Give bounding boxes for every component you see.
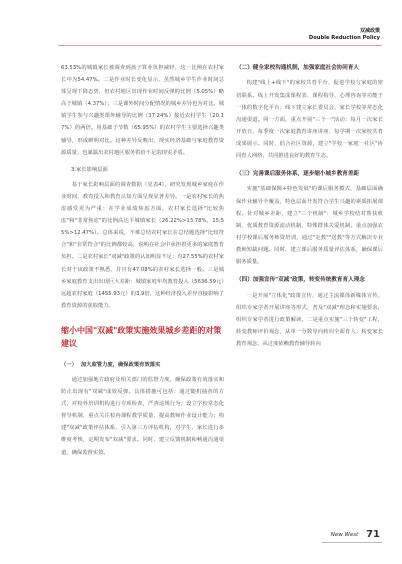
paragraph: 基于家长影响层面的调查数据（见表4），研究发现城乡家庭在作业时间、教育投入和教育认知方面呈现显著差异。一是农村家长的焦虑感受更为严重：在学业成绩焦虑方面，农村家长选择"比较焦虑"和"非常焦虑"的比例高达平城镇家长（26.22%>13.78%，15.55%>12.47%）。总体来说，不难总结农村家长在总结题选择"比较符合"和"非常符合"的比例都较高，说明在社会中承担着更多的家庭教育负担。二是农村家长"双减"政策的认知明显不足：有27.55%的农村家长对于该政策不熟悉，并且有47.08%的农村家长选择一般。三是城乡家庭教育支出出现巨大差距：城镇家庭年均教育投入（5636.59元）远超农村家庭（1455.93元）的3.9倍，这种经济投入差异直接影响了教育资源的获取能力。 (61, 181, 224, 309)
left-column (61, 62, 224, 459)
page-number: 71 (366, 529, 380, 540)
paragraph: 构建"线上+线下"的家校共育平台，促进学校与家庭的密切联系。线上开发集成课程表、课程指导、心理咨询等功能于一体的数字化平台；线下建立家长委员会、家长学校等常态化沟通渠道。同一方面，重点开展"三个一"活动：每月一次家长开放日、每季度一次家庭教育讲座讲座、每学期一次家校共育成果展示。同时，倡合社区资源，建立"学校一家庭一社区"协同育人网络，共同推进良好的教育生态。 (236, 80, 383, 159)
header-title-zh: 双减政策 (359, 28, 380, 34)
subsection-heading: （二）健全家校沟通机制，加强家庭社会协同育人 (236, 65, 360, 71)
paragraph: 一是开展"立体化"政策宣传，通过主流媒体新媒体宣传、组织专家学者开展讲座等形式，普及"双减"理念和实施要求，组织专家学者进行政策解读。二是重点实施"三个转变"工程，转变教师评价观念，从单一分数导向转向全面育人；转变家长教育观念，从过度依赖教育辅导转向 (236, 292, 383, 347)
right-column (236, 62, 383, 350)
publication-name: New West (330, 532, 359, 538)
page-footer (331, 529, 380, 540)
subsection-heading (61, 359, 224, 371)
subsection-heading: （三）完善课后服务体系，逐步缩小城乡教育差距 (236, 171, 360, 178)
paragraph: 实施"基础保障+特色发展"的课后服务模式，基础层面确保作业辅导全覆盖，特色层面开发符合学生兴趣的素质拓展课程。针对城乡差距，建立"三个机制"：城乡学校结对帮扶机制、优质教育资源流动机制、特殊群体关爱机制。重点加强农村学校课后服务师资培训，通过"走教""送教"等方式解决专业教师短缺问题。同时，建立课后服务质量评估体系，确保课后服务质量。 (236, 186, 383, 266)
subsection-number: （一） (61, 361, 77, 368)
subsection-heading: 3.家长影响层面 (71, 166, 108, 173)
footer-divider (322, 542, 382, 543)
paragraph: 63.53%的城镇家长被调查到孩子算业负担减轻，这一比例在农村家长中为54.47%。二是作业时长变化显示，虽然城乡学生作业时间总体呈现下降态势，但农村地区出现作业时间反弹的比例（5.05%）略高于城镇（4.37%）；三是课外时间分配情况的城乡差异也为对比。城镇学生参与兴趣类课外辅导的比例（37.24%）接近农村学生（20.17%）的两倍。用基础于节数（65.95%）的农村学生主要选择兴趣类辅导，形成鲜明对比。这种差异反映出，现实经济基础与家庭教育资源质量、也暴露出农村地区服务供给不足的现实矛盾。 (61, 65, 224, 156)
subsection-text: 加大监管力度，确保政策有效落实 (80, 361, 161, 368)
header-divider (58, 45, 382, 46)
running-header (309, 28, 380, 42)
section-title: 缩小中国"双减"政策实施效果城乡差距的对策建议 (61, 325, 222, 348)
header-title-en: Double Reduction Policy (308, 35, 380, 41)
paragraph: 通过加强地方政府及相关部门的监督力度，确保政策有效落实和防止出现有"双减"成效反弹。具体措施可包括：通过随机抽查的方式，对校外培训机构进行专项检查，严查违规行为；设立学校常态化督导机制，重点关注校内课程教学质量，提高教师作业设计能力；构建"双减"政策评估体系，引入第三方评估机构，对学生、家长进行多维度考核，定期发布"双减"要求。同时，建立反馈机制和畅通沟通渠道，确保监督实效。 (61, 376, 224, 456)
subsection-heading: （四）加强宣传"双减"政策，转变传统教育育人理念 (236, 277, 365, 284)
